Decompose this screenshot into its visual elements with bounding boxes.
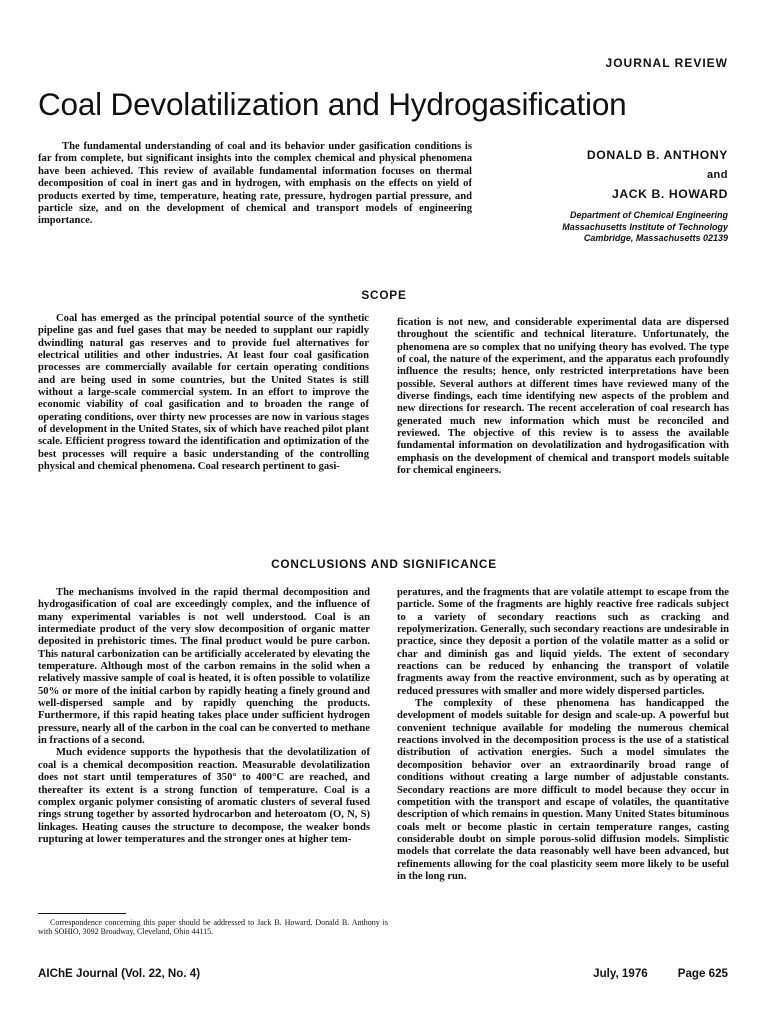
affiliation-line: Massachusetts Institute of Technology xyxy=(562,221,728,232)
article-title: Coal Devolatilization and Hydrogasification xyxy=(38,86,627,122)
footnote xyxy=(38,918,388,936)
abstract: The fundamental understanding of coal and its behavior under gasification conditions is far from complete, but significant insights into the complex chemical and physical phenomena have been achieved. This review of available fundamental information focuses on thermal decomposition of coal in inert gas and in hydrogen, with emphasis on the effects on yield of products exerted by time, temperature, heating rate, pressure, hydrogen partial pressure, and particle size, and on the development of chemical and transport models of engineering importance. xyxy=(38,141,472,227)
paragraph: The mechanisms involved in the rapid thermal decomposition and hydrogasification of coal are exceedingly complex, and the influence of many experimental variables is not well understood. Coal is an intermediate product of the very slow decomposition of organic matter deposited in prehistoric times. The final product would be pure carbon. This natural carbonization can be artificially accelerated by elevating the temperature. Although most of the carbon remains in the solid when a relatively massive sample of coal is heated, it is often possible to volatilize 50% or more of the initial carbon by rapidly heating a finely ground and well-dispersed sample and by rapidly quenching the products. Furthermore, if this rapid heating takes place under sufficient hydrogen pressure, nearly all of the carbon in the coal can be converted to methane in fractions of a second. xyxy=(38,587,370,747)
conclusions-left-column xyxy=(38,587,370,846)
page-number: Page 625 xyxy=(677,967,728,980)
author-name: DONALD B. ANTHONY xyxy=(586,148,728,162)
journal-citation: AIChE Journal (Vol. 22, No. 4) xyxy=(38,967,201,980)
author-block xyxy=(478,148,728,245)
paragraph: peratures, and the fragments that are volatile attempt to escape from the particle. Some of the fragments are highly reactive free radicals subject to a variety of secondary reactions such as cracking and repolymerization. Generally, such secondary reactions are undesirable in practice, since they deposit a portion of the volatile matter as a solid or char and diminish gas and liquid yields. The extent of secondary reactions can be reduced by enhancing the transport of volatile fragments away from the reactive environment, such as by operating at reduced pressures with smaller and more widely dispersed particles. xyxy=(397,587,729,697)
conclusions-heading: CONCLUSIONS AND SIGNIFICANCE xyxy=(271,557,497,571)
author-name: JACK B. HOWARD xyxy=(611,187,728,201)
paragraph: Coal has emerged as the principal potential source of the synthetic pipeline gas and fuel gases that may be needed to supplant our rapidly dwindling natural gas reserves and to provide fuel alternatives for electrical utilities and other industries. At least four coal gasification processes are commercially available for certain operating conditions and are being used in some countries, but the United States is still without a large-scale commercial system. In an effort to improve the economic viability of coal gasification and to broaden the range of operating conditions, over thirty new processes are now in various stages of development in the United States, six of which have reached pilot plant scale. Efficient progress toward the identification and optimization of the best processes will require a basic understanding of the controlling physical and chemical phenomena. Coal research pertinent to gasi- xyxy=(38,313,369,473)
scope-heading: SCOPE xyxy=(361,288,407,302)
page-footer xyxy=(593,967,728,980)
paragraph: The complexity of these phenomena has handicapped the development of models suitable for design and scale-up. A powerful but convenient technique available for modeling the numerous chemical reactions involved in the decomposition process is the use of a statistical distribution of activation energies. Such a model simulates the decomposition behavior over an extraordinarily broad range of conditions without creating a large number of adjustable constants. Secondary reactions are more difficult to model because they occur in competition with the transport and escape of volatiles, the quantitative description of which remains in question. Many United States bituminous coals melt or become plastic in certain temperature ranges, casting considerable doubt on simple porous-solid diffusion models. Simplistic models that correlate the data reasonably well have been advanced, but refinements allowing for the coal plasticity seem more likely to be useful in the long run. xyxy=(397,698,729,882)
paragraph: Much evidence supports the hypothesis that the devolatilization of coal is a chemical decomposition reaction. Measurable devolatilization does not start until temperatures of 350° to 400°C are reached, and thereafter its extent is a strong function of temperature. Coal is a complex organic polymer consisting of aromatic clusters of several fused rings strung together by assorted hydrocarbon and heteroatom (O, N, S) linkages. Heating causes the structure to decompose, the weaker bonds rupturing at lower temperatures and the stronger ones at higher tem- xyxy=(38,747,370,845)
affiliation-line: Department of Chemical Engineering xyxy=(569,210,728,220)
section-label: JOURNAL REVIEW xyxy=(605,56,728,70)
scope-right-column xyxy=(397,317,729,477)
affiliation-line: Cambridge, Massachusetts 02139 xyxy=(583,233,728,244)
author-conjunction: and xyxy=(706,169,728,181)
footnote-text: Correspondence concerning this paper should be addressed to Jack B. Howard. Donald B. Anthony is with SOHIO, 3092 Broadway, Cleveland, Ohio 44115. xyxy=(38,918,388,937)
conclusions-right-column xyxy=(397,587,729,883)
footnote-divider xyxy=(38,913,126,914)
issue-date: July, 1976 xyxy=(593,967,648,980)
scope-left-column xyxy=(38,313,369,473)
affiliation xyxy=(478,210,728,245)
paragraph: fication is not new, and considerable experimental data are dispersed throughout the scientific and technical literature. Unfortunately, the phenomena are so complex that no unifying theory has evolved. The type of coal, the nature of the experiment, and the apparatus each profoundly influence the results; hence, only restricted interpretations have been possible. Several authors at different times have reviewed many of the diverse findings, each time identifying new aspects of the problem and new directions for research. The recent acceleration of coal research has generated much new information which must be reconciled and reviewed. The objective of this review is to assess the available fundamental information on devolatilization and hydrogasification with emphasis on the development of chemical and transport models suitable for chemical engineers. xyxy=(397,317,729,477)
